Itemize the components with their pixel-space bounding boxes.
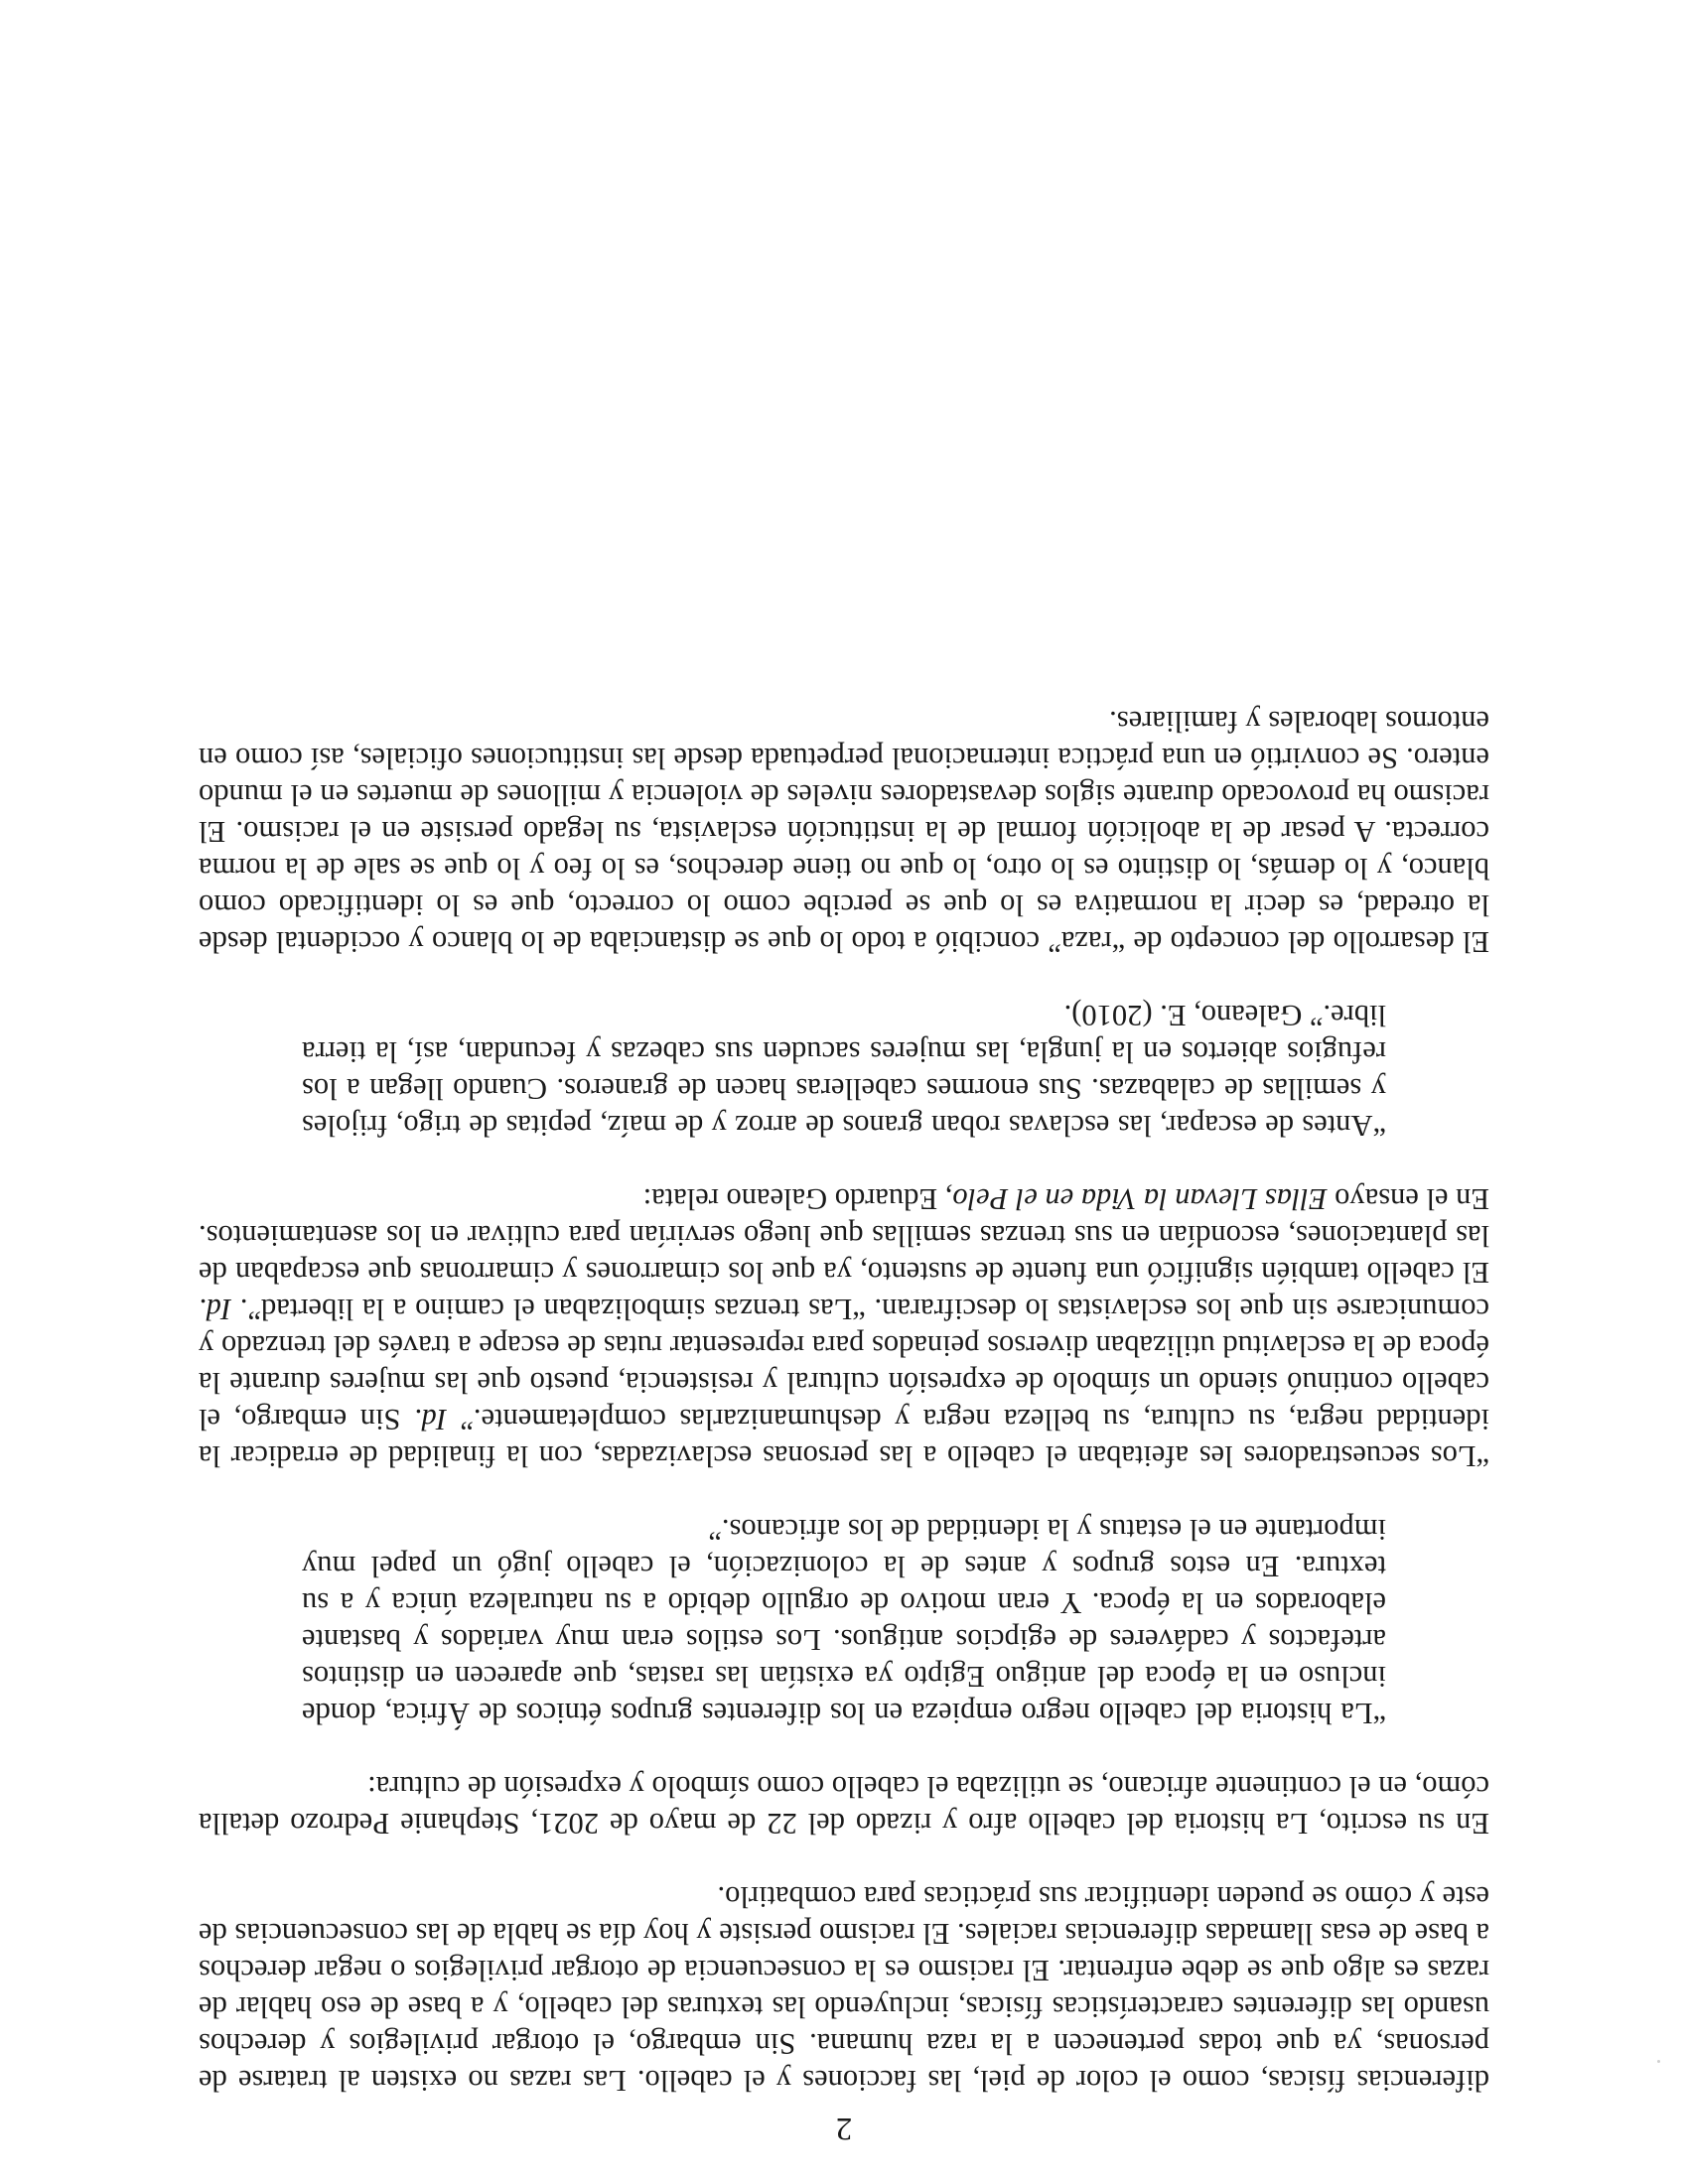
citation-id-1: Id. [413,1403,447,1436]
body-text [199,666,1489,2099]
resistencia-text: Sin embargo, el cabello continuó siendo un símbolo de expresión cultural y resistencia, puesto que las mujeres durante la época de la esclavitud utilizaban diversos peinados para representar rutas de escape a través del trenzado y comunicarse sin que los esclavistas lo descifraran. “Las trenzas simbolizaban el camino a la libertad”. [199,1293,1489,1436]
block-quote-pedrozo: “La historia del cabello negro empieza en los diferentes grupos étnicos de África, donde incluso en la época del antiguo Egipto ya existían las rastas, que aparecen en distintos artefactos y cadáveres de egipcios antiguos. Los estilos eran muy variados y bastante elaborados en la época. Y eran motivo de orgullo debido a su naturaleza única y a su textura. En estos grupos y antes de la colonización, el cabello jugó un papel muy importante en el estatus y la identidad de los africanos.” [302,1513,1386,1730]
secuestradores-text: “Los secuestradores les afeitaban el cabello a las personas esclavizadas, con la finalidad de erradicar la identidad negra, su cultura, su belleza negra y deshumanizarlas completamente.” [199,1403,1489,1473]
citation-id-2: Id. [199,1293,232,1326]
paragraph-secuestradores [199,1180,1489,1474]
page-number: 2 [835,2111,853,2146]
galeano-relata-text: Eduardo Galeano relata: [642,1182,945,1216]
block-quote-galeano: “Antes de escapar, las esclavas roban granos de arroz y de maíz, pepitas de trigo, frijoles y semillas de calabazas. Sus enormes cabelleras hacen de graneros. Cuando llegan a los refugios abiertos en la jungla, las mujeres sacuden sus cabezas y fecundan, así, la tierra libre.” Galeano, E. (2010). [302,999,1386,1143]
paragraph-pedrozo-intro: En su escrito, La historia del cabello afro y rizado del 22 de mayo de 2021, Stephanie Pedrozo detalla cómo, en el continente africano, se utilizaba el cabello como símbolo y expresión de cultura: [199,1770,1489,1841]
sustento-text: El cabello también significó una fuente de sustento, ya que los cimarrones y cimarronas que escapaban de las plantaciones, escondían en sus trenzas semillas que luego servirían para cultivar en los asentamientos. En el ensayo [199,1182,1489,1290]
essay-title: Ellas Llevan la Vida en el Pelo, [944,1182,1328,1216]
paragraph-concepto-raza: El desarrollo del concepto de “raza” concibió a todo lo que se distanciaba de lo blanco y occidental desde la otredad, es decir la normativa es lo que se percibe como lo correcto, que es lo identificado como blanco, y lo demás, lo distinto es lo otro, lo que no tiene derechos, es lo feo y lo que se sale de la norma correcta. A pesar de la abolición formal de la institución esclavista, su legado persiste en el racismo. El racismo ha provocado durante siglos devastadores niveles de violencia y millones de muertes en el mundo entero. Se convirtió en una práctica internacional perpetuada desde las instituciones oficiales, así como en entornos laborales y familiares. [199,705,1489,959]
scan-speck [1657,2060,1660,2063]
paragraph-razas: diferencias físicas, como el color de piel, las facciones y el cabello. Las razas no existen al tratarse de personas, ya que todas pertenecen a la raza humana. Sin embargo, el otorgar privilegios y derechos usando las diferentes características físicas, incluyendo las texturas del cabello, y a base de eso hablar de razas es algo que se debe enfrentar. El racismo es la consecuencia de otorgar privilegios o negar derechos a base de esas llamadas diferencias raciales. El racismo persiste y hoy día se habla de las consecuencias de este y cómo se pueden identificar sus prácticas para combatirlo. [199,1880,1489,2098]
